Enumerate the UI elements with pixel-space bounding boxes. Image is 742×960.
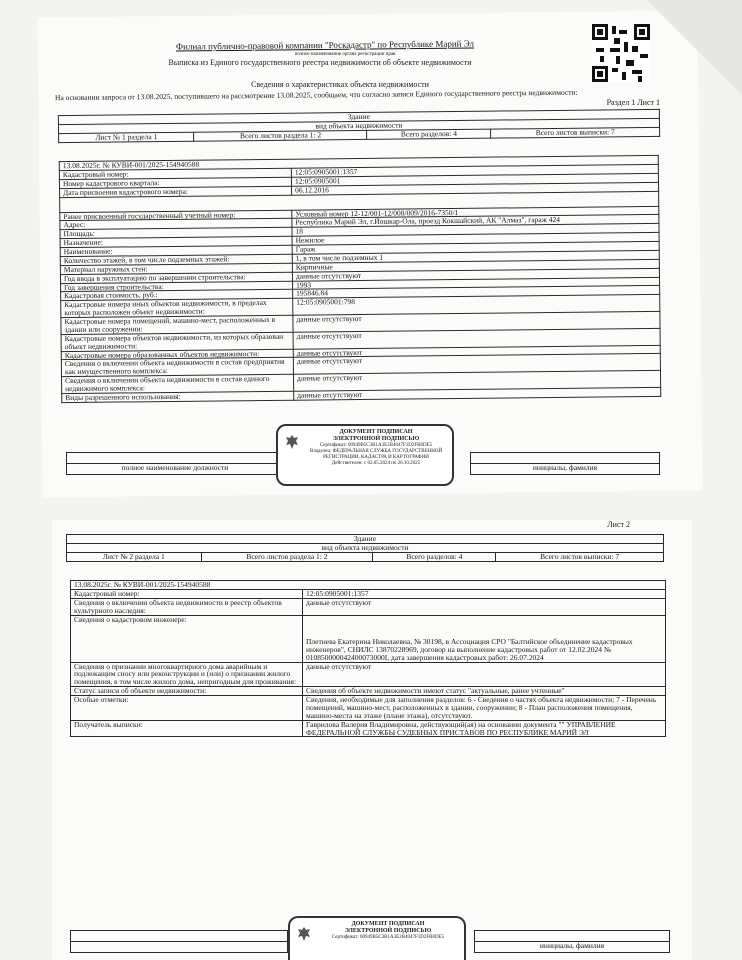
position-caption: полное наименование должности <box>67 464 284 475</box>
table-row: Сведения о включении объекта недвижимости в состав единого недвижимого комплекса: данные отсутствуют <box>62 370 661 393</box>
table-row: Год ввода в эксплуатацию по завершении строительства: данные отсутствуют <box>60 268 659 283</box>
table-row: Кадастровые номера объектов недвижимости, из которых образован объект недвижимости: данные отсутствуют <box>61 328 660 351</box>
table-row: Сведения о кадастровом инженере: Плетнева Екатерина Николаевна, № 30198, в Ассоциация СРО "Балтийское объединение кадастровых инженеров", СНИЛС 13870228969, договор на выполнение кадастровых работ от 12.02.2024 № 010850000042400073000I, дата завершения кадастровых работ: 26.07.2024 <box>71 615 666 662</box>
document-number: 13.08.2025г. № КУВИ-001/2025-154940588 <box>59 155 658 170</box>
table-row: Адрес: Республика Марий Эл, г.Йошкар-Ола, проезд Кокшайский, АК "Алмаз", гараж 424 <box>60 215 659 230</box>
table-row: Ранее присвоенный государственный учетный номер: Условный номер 12-12/001-12/008/009/2016-7350/1 <box>60 206 659 221</box>
table-row: Сведения о включении объекта недвижимости в реестр объектов культурного наследия: данные отсутствуют <box>71 598 666 615</box>
object-type-caption: вид объекта недвижимости <box>58 118 659 133</box>
sheet-number: Лист № 1 раздела 1 <box>59 132 195 142</box>
table-row: Кадастровый номер: 12:05:0905001:1357 <box>59 164 658 179</box>
extract-title: Выписка из Единого государственного реестра недвижимости об объекте недвижимости <box>168 58 472 67</box>
table-row: Кадастровый номер: 12:05:0905001:1357 <box>71 589 666 598</box>
object-type: Здание <box>58 109 659 124</box>
name-caption: инициалы, фамилия <box>471 464 660 475</box>
table-row: Получатель выписки: Гаврилова Валерия Владимировна, действующий(ая) на основании документа "" УПРАВЛЕНИЕ ФЕДЕРАЛЬНОЙ СЛУЖБЫ СУДЕБНЫХ ПРИСТАВОВ ПО РЕСПУБЛИКЕ МАРИЙ ЭЛ <box>71 720 666 737</box>
sheet2-main-table: 13.08.2025г. № КУВИ-001/2025-154940588 Кадастровый номер: 12:05:0905001:1357 Сведения о включении объекта недвижимости в реестр объектов культурного наследия: данные отсутствуют Сведения о кадастровом инженере: Плетнева Екатерина Николаевна, № 30198, в Ассоциация СРО "Балтийское объединение кадастровых инженеров", СНИЛС 13870228969, договор на выполнение кадастровых работ от 12.02.2024 № 010850000042400073000I, дата завершения кадастровых работ: 26.07.2024 Сведения о признании многоквартирного дома аварийным и подлежащим сносу или реконструкции и (или) о признании жилого помещения, в том числе жилого дома, непригодным для проживания: данные отсутствуют Статус записи об объекте недвижимости: Сведения об объекте недвижимости имеют статус "актуальные, ранее учтенные" Особые отметки: Сведения, необходимые для заполнения разделов: 6 - Сведения о частях объекта недвижимости; 7 - Перечень помещений, машино-мест, расположенных в здании, сооружении; 8 - План расположения помещения, машино-места на этаже (плане этажа), отсутствуют. Получатель выписки: Гаврилова Валерия Владимировна, действующий(ая) на основании документа "" УПРАВЛЕНИЕ ФЕДЕРАЛЬНОЙ СЛУЖБЫ СУДЕБНЫХ ПРИСТАВОВ ПО РЕСПУБЛИКЕ МАРИЙ ЭЛ <box>70 580 666 737</box>
table-row: Площадь: 18 <box>60 224 659 239</box>
section-sheet-label: Раздел 1 Лист 1 <box>606 98 660 107</box>
table-row: Кадастровые номера помещений, машино-мест, расположенных в здании или сооружении: данные отсутствуют <box>61 311 660 334</box>
table-row: Количество этажей, в том числе подземных этажей: 1, в том числе подземных 1 <box>60 250 659 265</box>
section-title: Сведения о характеристиках объекта недвижимости <box>251 80 429 89</box>
table-row: Кадастровая стоимость, руб.: 195846.84 <box>61 286 660 301</box>
emblem-icon <box>284 434 300 450</box>
request-text: На основании запроса от 13.08.2025, поступившего на рассмотрение 13.08.2025, сообщаем, что согласно записи Единого государственного реестра недвижимости: <box>54 87 578 103</box>
emblem-icon <box>296 926 312 942</box>
sheets-total: Всего листов выписки: 7 <box>491 127 660 138</box>
table-row: Наименование: Гараж <box>60 241 659 256</box>
sections-total: Всего разделов: 4 <box>367 129 491 139</box>
sheet1-main-table <box>59 155 661 403</box>
table-row: Сведения о признании многоквартирного дома аварийным и подлежащим сносу или реконструкции и (или) о признании жилого помещения, в том числе жилого дома, непригодным для проживания: данные отсутствуют <box>71 662 666 687</box>
table-row: Кадастровые номера иных объектов недвижимости, в пределах которых расположен объект недвижимости: 12:05:0905001:798 <box>61 295 660 318</box>
sheet2-header-table: Здание вид объекта недвижимости Лист № 2 раздела 1 Всего листов раздела 1: 2 Всего разделов: 4 Всего листов выписки: 7 <box>66 534 664 562</box>
organization-name: Филиал публично-правовой компании "Роскадастр" по Республике Марий Эл <box>175 38 475 52</box>
page-fold <box>647 0 742 95</box>
table-row: Особые отметки: Сведения, необходимые для заполнения разделов: 6 - Сведения о частях объекта недвижимости; 7 - Перечень помещений, машино-мест, расположенных в здании, сооружении; 8 - План расположения помещения, машино-места на этаже (плане этажа), отсутствуют. <box>71 696 666 721</box>
sheet2-page-label: Лист 2 <box>607 520 630 529</box>
e-signature-stamp-2: ДОКУМЕНТ ПОДПИСАН ЭЛЕКТРОННОЙ ПОДПИСЬЮ Сертификат: 00949B5C3B1A3E2B4047F1D2FB0DE5 <box>288 916 466 960</box>
sheets-in-section: Всего листов раздела 1: 2 <box>194 130 367 141</box>
table-row: Сведения о включении объекта недвижимости в состав предприятия как имущественного комплекса: данные отсутствуют <box>61 354 660 377</box>
table-row: Назначение: Нежилое <box>60 232 659 247</box>
table-row: Дата присвоения кадастрового номера: 06.12.2016 <box>60 182 659 197</box>
sheet2-name-caption: инициалы, фамилия <box>475 942 670 953</box>
table-row: Год завершения строительства: 1993 <box>61 277 660 292</box>
table-row: Кадастровые номера образованных объектов недвижимости: данные отсутствуют <box>61 345 660 360</box>
e-signature-stamp: ДОКУМЕНТ ПОДПИСАН ЭЛЕКТРОННОЙ ПОДПИСЬЮ Сертификат: 00949B5C3B1A3E2B4047F1D2FB0DE5 Владелец: ФЕДЕРАЛЬНАЯ СЛУЖБА ГОСУДАРСТВЕННОЙ РЕГИСТРАЦИИ, КАДАСТРА И КАРТОГРАФИИ Действителен: с 02.05.2024 по 26.10.2025 <box>276 424 454 486</box>
table-row: Виды разрешенного использования: данные отсутствуют <box>62 387 661 402</box>
table-row: Материал наружных стен: Кирпичные <box>60 259 659 274</box>
org-subtitle: полное наименование органа регистрации прав <box>294 52 396 57</box>
table-row: Номер кадастрового квартала: 12:05:0905001 <box>59 173 658 188</box>
table-row: Статус записи об объекте недвижимости: Сведения об объекте недвижимости имеют статус "актуальные, ранее учтенные" <box>71 687 666 696</box>
qr-code <box>592 24 650 82</box>
